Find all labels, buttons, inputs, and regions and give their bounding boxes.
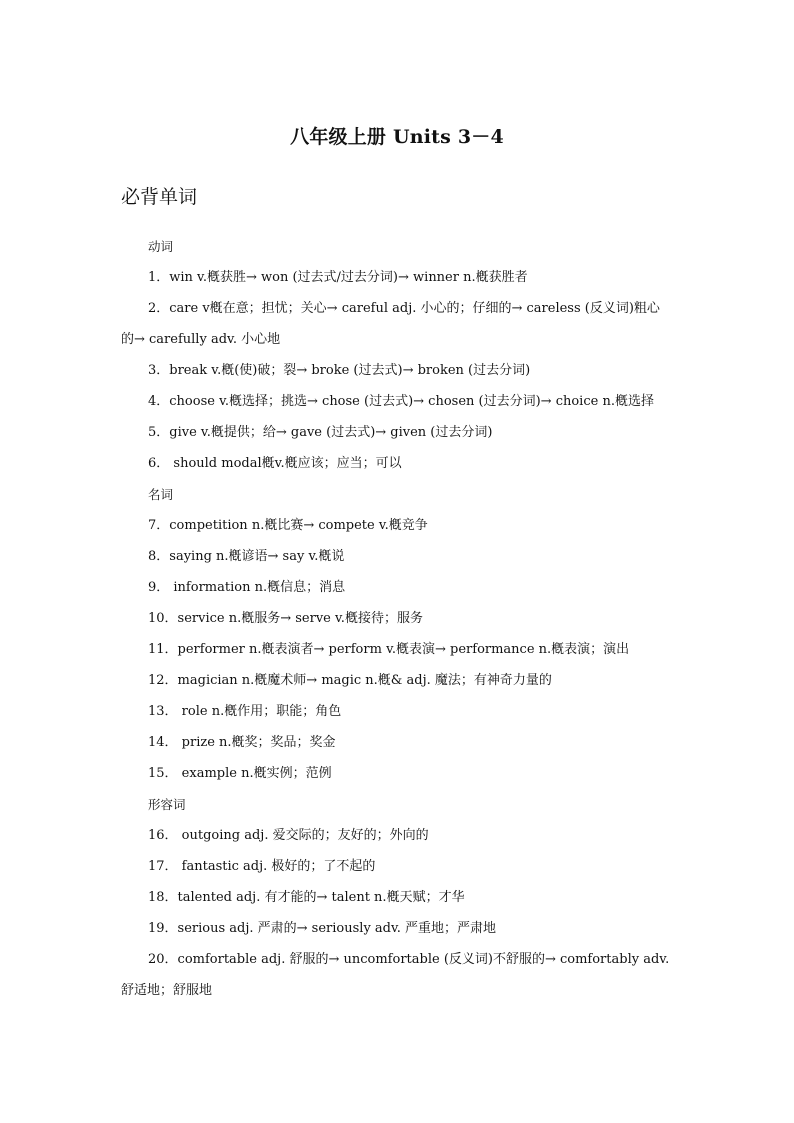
vocab-line: 18．talented adj. 有才能的→ talent n.槪天赋；才华: [148, 890, 465, 905]
vocab-line: 19．serious adj. 严肃的→ seriously adv. 严重地；严肃地: [148, 921, 497, 936]
vocab-line: 3．break v.槪(使)破；裂→ broke (过去式)→ broken (过去分词): [148, 363, 531, 378]
vocab-line: 7．competition n.槪比赛→ compete v.槪竞争: [148, 518, 428, 533]
vocab-line: 15． example n.槪实例；范例: [148, 766, 332, 781]
vocab-line: 9． information n.槪信息；消息: [148, 580, 346, 595]
vocab-line: 5．give v.槪提供；给→ gave (过去式)→ given (过去分词): [148, 425, 493, 440]
category-label: 名词: [148, 487, 174, 502]
vocab-line: 的→ carefully adv. 小心地: [121, 332, 281, 347]
vocab-line: 1．win v.槪获胜→ won (过去式/过去分词)→ winner n.槪获胜者: [148, 270, 528, 285]
vocab-line: 舒适地；舒服地: [121, 983, 213, 998]
vocab-line: 13． role n.槪作用；职能；角色: [148, 704, 342, 719]
vocab-line: 16． outgoing adj. 爱交际的；友好的；外向的: [148, 828, 429, 843]
vocab-line: 10．service n.槪服务→ serve v.槪接待；服务: [148, 611, 423, 626]
vocab-line: 8．saying n.槪谚语→ say v.槪说: [148, 549, 345, 564]
section-heading: 必背单词: [121, 186, 198, 208]
vocab-line: 4．choose v.槪选择；挑选→ chose (过去式)→ chosen (过去分词)→ choice n.槪选择: [148, 394, 654, 409]
vocab-line: 12．magician n.槪魔术师→ magic n.槪& adj. 魔法；有神奇力量的: [148, 673, 552, 688]
vocab-line: 11．performer n.槪表演者→ perform v.槪表演→ performance n.槪表演；演出: [148, 642, 630, 657]
vocab-line: 17． fantastic adj. 极好的；了不起的: [148, 859, 376, 874]
vocabulary-list: [121, 231, 681, 1006]
vocab-line: 6． should modal槪v.槪应该；应当；可以: [148, 456, 402, 471]
vocab-line: 2．care v槪在意；担忧；关心→ careful adj. 小心的；仔细的→ careless (反义词)粗心: [148, 301, 660, 316]
vocab-line: 14． prize n.槪奖；奖品；奖金: [148, 735, 336, 750]
vocab-line: 20．comfortable adj. 舒服的→ uncomfortable (反义词)不舒服的→ comfortably adv.: [148, 952, 670, 967]
category-label: 形容词: [148, 797, 186, 812]
page-title: 八年级上册 Units 3－4: [290, 126, 504, 148]
category-label: 动词: [148, 239, 174, 254]
